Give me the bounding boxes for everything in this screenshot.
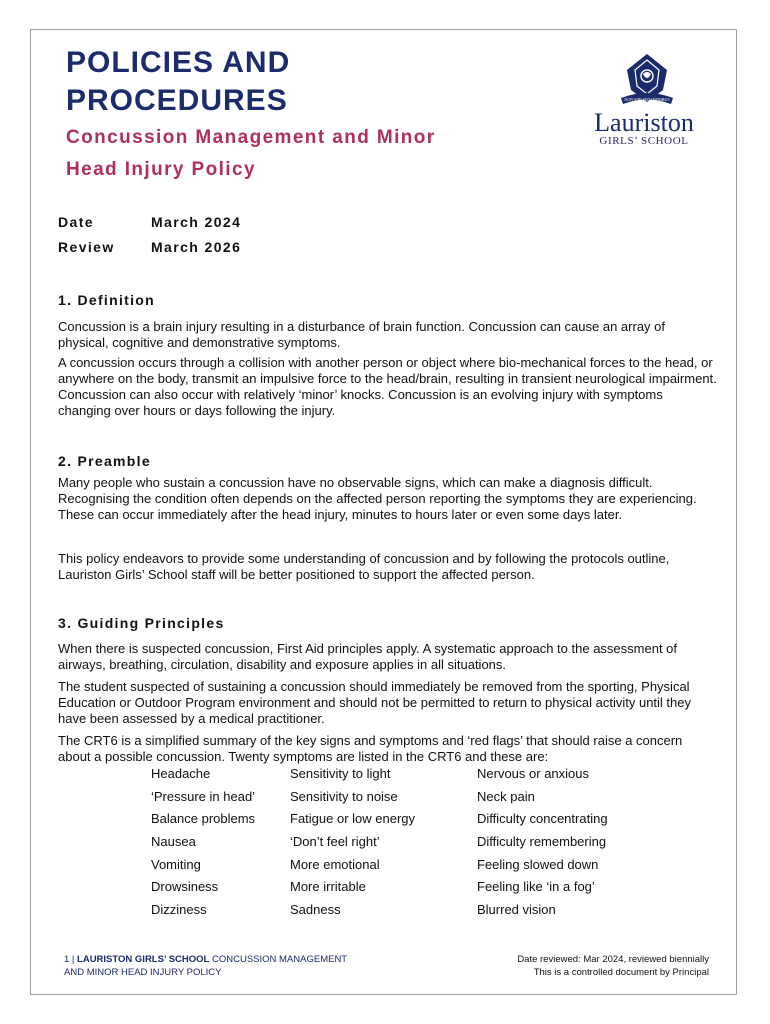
definition-paragraph-2: A concussion occurs through a collision with another person or object where bio-mechanical forces to the head, or anywhere on the body, transmit an impulsive force to the head/brain, resulting in transient neurological impairment. Concussion can also occur with relatively ‘minor’ knocks. Concussion is an evolving injury with symptoms changing over hours or days following the injury. <box>58 355 717 418</box>
review-value: March 2026 <box>151 239 242 255</box>
symptom-item: Blurred vision <box>477 902 556 918</box>
symptom-row <box>151 879 651 902</box>
symptom-item: ‘Don’t feel right’ <box>290 834 380 850</box>
date-row <box>58 214 242 230</box>
symptom-item: Nervous or anxious <box>477 766 589 781</box>
symptom-row <box>151 811 651 834</box>
symptom-item: Sadness <box>290 902 341 918</box>
date-value: March 2024 <box>151 214 242 230</box>
footer-doc-line-1: CONCUSSION MANAGEMENT <box>209 954 348 965</box>
symptom-item: Fatigue or low energy <box>290 811 416 827</box>
title-line-2: PROCEDURES <box>66 84 288 117</box>
symptom-table <box>151 766 651 925</box>
symptom-item: Neck pain <box>477 788 535 804</box>
symptom-item: Balance problems <box>151 811 256 827</box>
footer-page-number: 1 | <box>64 954 78 965</box>
symptom-row <box>151 857 651 880</box>
symptom-item: ‘Pressure in head’ <box>151 788 256 804</box>
symptom-item: Difficulty remembering <box>477 834 607 850</box>
svg-text:NON SIBI SED OMNIBUS: NON SIBI SED OMNIBUS <box>624 97 670 102</box>
symptom-item: Sensitivity to light <box>290 766 391 781</box>
logo-school-name: Lauriston <box>594 108 694 137</box>
footer-document-title <box>64 953 347 979</box>
preamble-paragraph-2: This policy endeavors to provide some understanding of concussion and by following the protocols outline, Lauriston Girls’ School staff will be better positioned to support the affected person. <box>58 551 670 582</box>
section-heading-preamble: 2. Preamble <box>58 453 151 469</box>
review-label: Review <box>58 239 115 255</box>
symptom-item: Headache <box>151 766 211 781</box>
page-title <box>66 44 290 120</box>
section-heading-guiding-principles: 3. Guiding Principles <box>58 615 225 631</box>
symptom-item: Sensitivity to noise <box>290 788 398 804</box>
document-page <box>30 29 737 995</box>
symptom-row <box>151 766 651 789</box>
footer-review-line-2: This is a controlled document by Principal <box>533 967 709 978</box>
symptom-item: Feeling slowed down <box>477 856 599 872</box>
footer-doc-line-2: AND MINOR HEAD INJURY POLICY <box>64 967 222 978</box>
subtitle-line-1: Concussion Management and Minor <box>66 127 436 148</box>
symptom-item: Nausea <box>151 834 196 850</box>
symptom-item: Difficulty concentrating <box>477 811 608 827</box>
symptom-item: Drowsiness <box>151 879 219 895</box>
footer-review-info <box>517 953 709 979</box>
symptom-item: Vomiting <box>151 856 201 872</box>
symptom-item: More emotional <box>290 856 380 872</box>
guiding-paragraph-1: When there is suspected concussion, First Aid principles apply. A systematic approach to the assessment of airways, breathing, circulation, disability and exposure applies in all situations. <box>58 641 678 672</box>
symptom-row <box>151 834 651 857</box>
symptom-item: More irritable <box>290 879 366 895</box>
definition-paragraph-1: Concussion is a brain injury resulting in a disturbance of brain function. Concussion can cause an array of physical, cognitive and demonstrative symptoms. <box>58 319 666 350</box>
subtitle-line-2: Head Injury Policy <box>66 159 256 180</box>
symptom-row <box>151 902 651 925</box>
symptom-item: Dizziness <box>151 902 207 918</box>
review-row <box>58 239 242 255</box>
footer-review-line-1: Date reviewed: Mar 2024, reviewed biennially <box>517 954 709 965</box>
symptom-item: Feeling like ‘in a fog’ <box>477 879 595 895</box>
guiding-paragraph-2: The student suspected of sustaining a concussion should immediately be removed from the sporting, Physical Education or Outdoor Program environment and should not be permitted to return to physical activity until they have been assessed by a medical practitioner. <box>58 679 692 726</box>
guiding-paragraph-3: The CRT6 is a simplified summary of the key signs and symptoms and ‘red flags’ that should raise a concern about a possible concussion. Twenty symptoms are listed in the CRT6 and these are: <box>58 733 683 764</box>
logo-school-sub: GIRLS’ SCHOOL <box>599 135 689 147</box>
preamble-paragraph-1: Many people who sustain a concussion have no observable signs, which can make a diagnosis difficult. Recognising the condition often depends on the affected person reporting the symptoms they are experiencing. These can occur immediately after the head injury, minutes to hours later or even some days later. <box>58 475 697 522</box>
date-label: Date <box>58 214 94 230</box>
policy-subtitle <box>66 122 436 186</box>
section-heading-definition: 1. Definition <box>58 292 156 308</box>
title-line-1: POLICIES AND <box>66 46 291 79</box>
footer-school-name: LAURISTON GIRLS’ SCHOOL <box>77 954 210 965</box>
symptom-row <box>151 789 651 812</box>
